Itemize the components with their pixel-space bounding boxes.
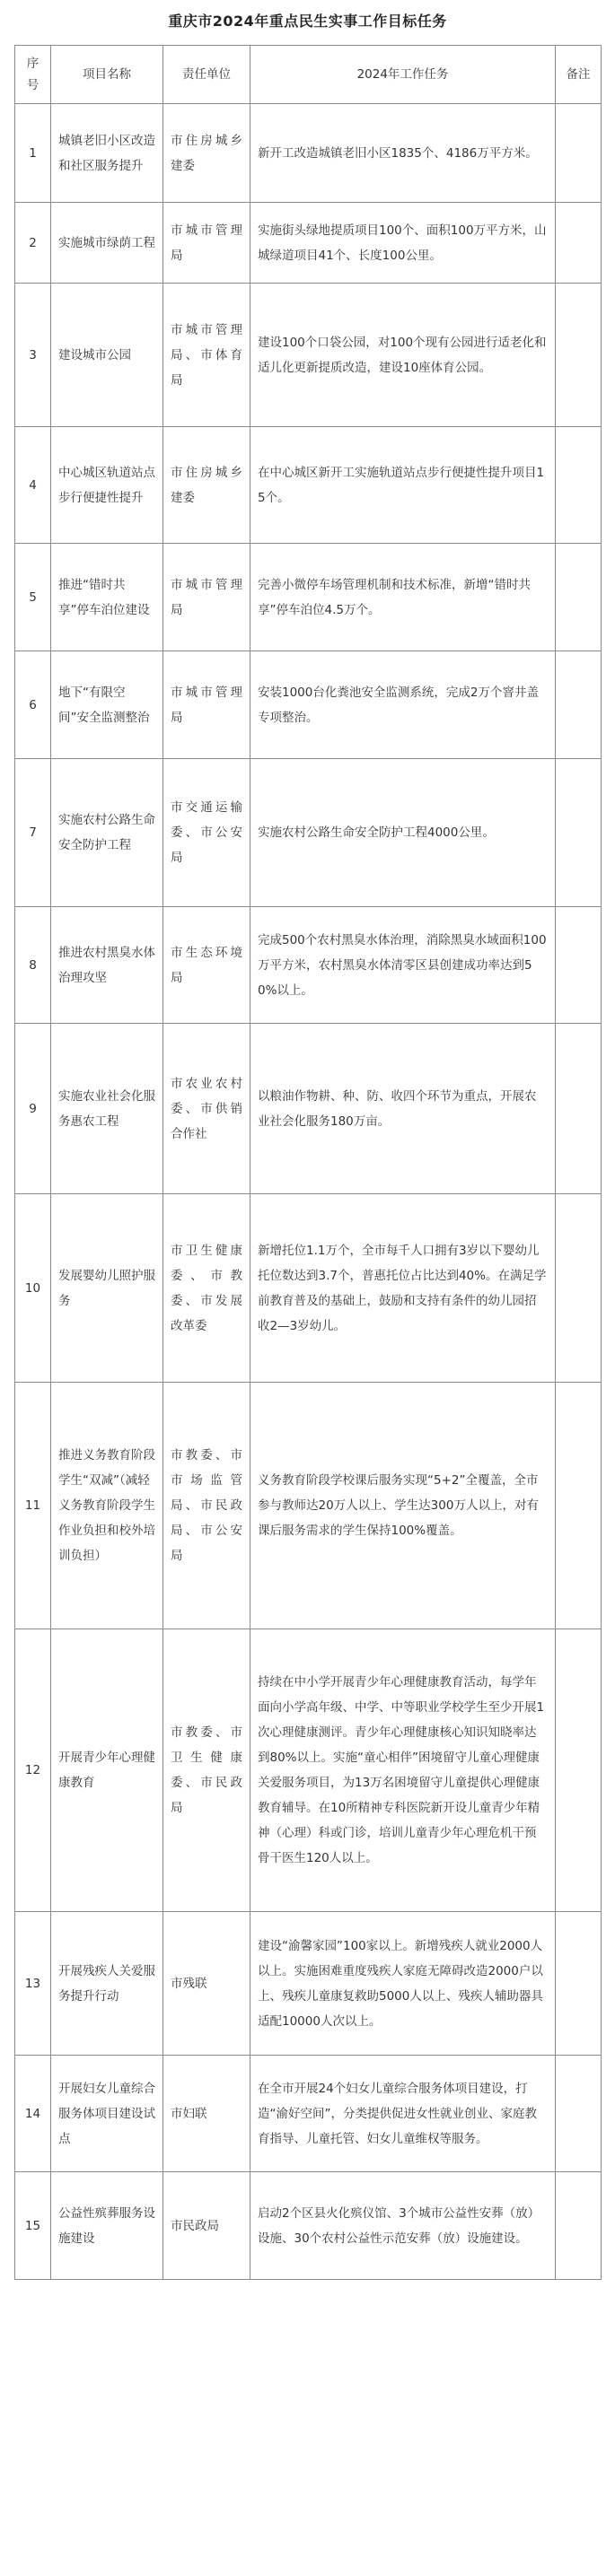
row-no: 9: [15, 1024, 51, 1194]
table-row: [15, 203, 602, 284]
row-remark: [556, 203, 602, 284]
row-remark: [556, 1024, 602, 1194]
row-task: 启动2个区县火化殡仪馆、3个城市公益性安葬（放）设施、30个农村公益性示范安葬（放）设施建设。: [250, 2172, 556, 2280]
row-remark: [556, 651, 602, 759]
row-no: 13: [15, 1912, 51, 2056]
row-unit: 市残联: [163, 1912, 250, 2056]
row-remark: [556, 1912, 602, 2056]
table-row: [15, 104, 602, 203]
table-row: [15, 1912, 602, 2056]
table-row: [15, 1629, 602, 1912]
row-unit: 市妇联: [163, 2056, 250, 2172]
row-remark: [556, 2172, 602, 2280]
table-row: [15, 544, 602, 651]
row-name: 地下“有限空间”安全监测整治: [51, 651, 163, 759]
row-remark: [556, 907, 602, 1024]
row-name: 公益性殡葬服务设施建设: [51, 2172, 163, 2280]
row-unit: 市卫生健康委、市教委、市发展改革委: [163, 1194, 250, 1383]
row-task: 义务教育阶段学校课后服务实现“5+2”全覆盖，全市参与教师达20万人以上、学生达300万人以上，对有课后服务需求的学生保持100%覆盖。: [250, 1383, 556, 1629]
row-task: 完善小微停车场管理机制和技术标准，新增“错时共享”停车泊位4.5万个。: [250, 544, 556, 651]
table-row: [15, 651, 602, 759]
row-name: 推进义务教育阶段学生“双减”（减轻义务教育阶段学生作业负担和校外培训负担）: [51, 1383, 163, 1629]
row-remark: [556, 284, 602, 427]
row-unit: 市城市管理局: [163, 544, 250, 651]
row-name: 开展青少年心理健康教育: [51, 1629, 163, 1912]
row-no: 3: [15, 284, 51, 427]
row-name: 城镇老旧小区改造和社区服务提升: [51, 104, 163, 203]
row-unit: 市交通运输委、市公安局: [163, 759, 250, 907]
row-no: 2: [15, 203, 51, 284]
table-row: [15, 759, 602, 907]
row-task: 实施农村公路生命安全防护工程4000公里。: [250, 759, 556, 907]
table-row: [15, 1194, 602, 1383]
header-unit: 责任单位: [163, 46, 250, 104]
row-no: 5: [15, 544, 51, 651]
row-unit: 市教委、市卫生健康委、市民政局: [163, 1629, 250, 1912]
row-remark: [556, 1383, 602, 1629]
row-no: 15: [15, 2172, 51, 2280]
row-task: 完成500个农村黑臭水体治理，消除黑臭水域面积100万平方米，农村黑臭水体清零区县创建成功率达到50%以上。: [250, 907, 556, 1024]
row-task: 在中心城区新开工实施轨道站点步行便捷性提升项目15个。: [250, 427, 556, 544]
row-no: 7: [15, 759, 51, 907]
page-title: 重庆市2024年重点民生实事工作目标任务: [168, 13, 447, 30]
row-name: 开展残疾人关爱服务提升行动: [51, 1912, 163, 2056]
table-row: [15, 2172, 602, 2280]
row-name: 中心城区轨道站点步行便捷性提升: [51, 427, 163, 544]
header-no: 序号: [15, 46, 51, 104]
header-task: 2024年工作任务: [250, 46, 556, 104]
row-task: 持续在中小学开展青少年心理健康教育活动，每学年面向小学高年级、中学、中等职业学校学生至少开展1次心理健康测评。青少年心理健康核心知识知晓率达到80%以上。实施“童心相伴”困境留守儿童心理健康关爱服务项目，为13万名困境留守儿童提供心理健康教育辅导。在10所精神专科医院新开设儿童青少年精神（心理）科或门诊，培训儿童青少年心理危机干预骨干医生120人以上。: [250, 1629, 556, 1912]
row-no: 4: [15, 427, 51, 544]
row-remark: [556, 427, 602, 544]
row-task: 在全市开展24个妇女儿童综合服务体项目建设，打造“渝好空间”，分类提供促进女性就业创业、家庭教育指导、儿童托管、妇女儿童维权等服务。: [250, 2056, 556, 2172]
row-no: 8: [15, 907, 51, 1024]
row-remark: [556, 104, 602, 203]
header-name: 项目名称: [51, 46, 163, 104]
row-no: 12: [15, 1629, 51, 1912]
row-remark: [556, 759, 602, 907]
table-row: [15, 907, 602, 1024]
row-unit: 市生态环境局: [163, 907, 250, 1024]
row-remark: [556, 544, 602, 651]
row-no: 14: [15, 2056, 51, 2172]
row-unit: 市农业农村委、市供销合作社: [163, 1024, 250, 1194]
row-remark: [556, 2056, 602, 2172]
row-unit: 市城市管理局、市体育局: [163, 284, 250, 427]
row-task: 新开工改造城镇老旧小区1835个、4186万平方米。: [250, 104, 556, 203]
row-name: 发展婴幼儿照护服务: [51, 1194, 163, 1383]
row-unit: 市教委、市市场监管局、市民政局、市公安局: [163, 1383, 250, 1629]
row-no: 6: [15, 651, 51, 759]
row-task: 建设100个口袋公园，对100个现有公园进行适老化和适儿化更新提质改造，建设10座体育公园。: [250, 284, 556, 427]
row-remark: [556, 1629, 602, 1912]
row-task: 新增托位1.1万个，全市每千人口拥有3岁以下婴幼儿托位数达到3.7个，普惠托位占比达到40%。在满足学前教育普及的基础上，鼓励和支持有条件的幼儿园招收2—3岁幼儿。: [250, 1194, 556, 1383]
row-unit: 市城市管理局: [163, 203, 250, 284]
row-no: 11: [15, 1383, 51, 1629]
row-unit: 市住房城乡建委: [163, 104, 250, 203]
task-table: [14, 45, 602, 2280]
row-name: 建设城市公园: [51, 284, 163, 427]
table-row: [15, 1383, 602, 1629]
row-unit: 市住房城乡建委: [163, 427, 250, 544]
row-task: 实施街头绿地提质项目100个、面积100万平方米，山城绿道项目41个、长度100公里。: [250, 203, 556, 284]
row-task: 以粮油作物耕、种、防、收四个环节为重点，开展农业社会化服务180万亩。: [250, 1024, 556, 1194]
row-name: 实施农村公路生命安全防护工程: [51, 759, 163, 907]
header-row: [15, 46, 602, 104]
row-name: 推进“错时共享”停车泊位建设: [51, 544, 163, 651]
header-remark: 备注: [556, 46, 602, 104]
table-row: [15, 2056, 602, 2172]
row-task: 安装1000台化粪池安全监测系统，完成2万个窨井盖专项整治。: [250, 651, 556, 759]
row-no: 10: [15, 1194, 51, 1383]
row-remark: [556, 1194, 602, 1383]
row-no: 1: [15, 104, 51, 203]
row-unit: 市民政局: [163, 2172, 250, 2280]
table-row: [15, 427, 602, 544]
row-name: 推进农村黑臭水体治理攻坚: [51, 907, 163, 1024]
row-name: 实施农业社会化服务惠农工程: [51, 1024, 163, 1194]
row-unit: 市城市管理局: [163, 651, 250, 759]
table-row: [15, 1024, 602, 1194]
row-task: 建设“渝馨家园”100家以上。新增残疾人就业2000人以上。实施困难重度残疾人家庭无障碍改造2000户以上、残疾儿童康复救助5000人以上、残疾人辅助器具适配10000人次以上。: [250, 1912, 556, 2056]
row-name: 开展妇女儿童综合服务体项目建设试点: [51, 2056, 163, 2172]
row-name: 实施城市绿荫工程: [51, 203, 163, 284]
table-row: [15, 284, 602, 427]
